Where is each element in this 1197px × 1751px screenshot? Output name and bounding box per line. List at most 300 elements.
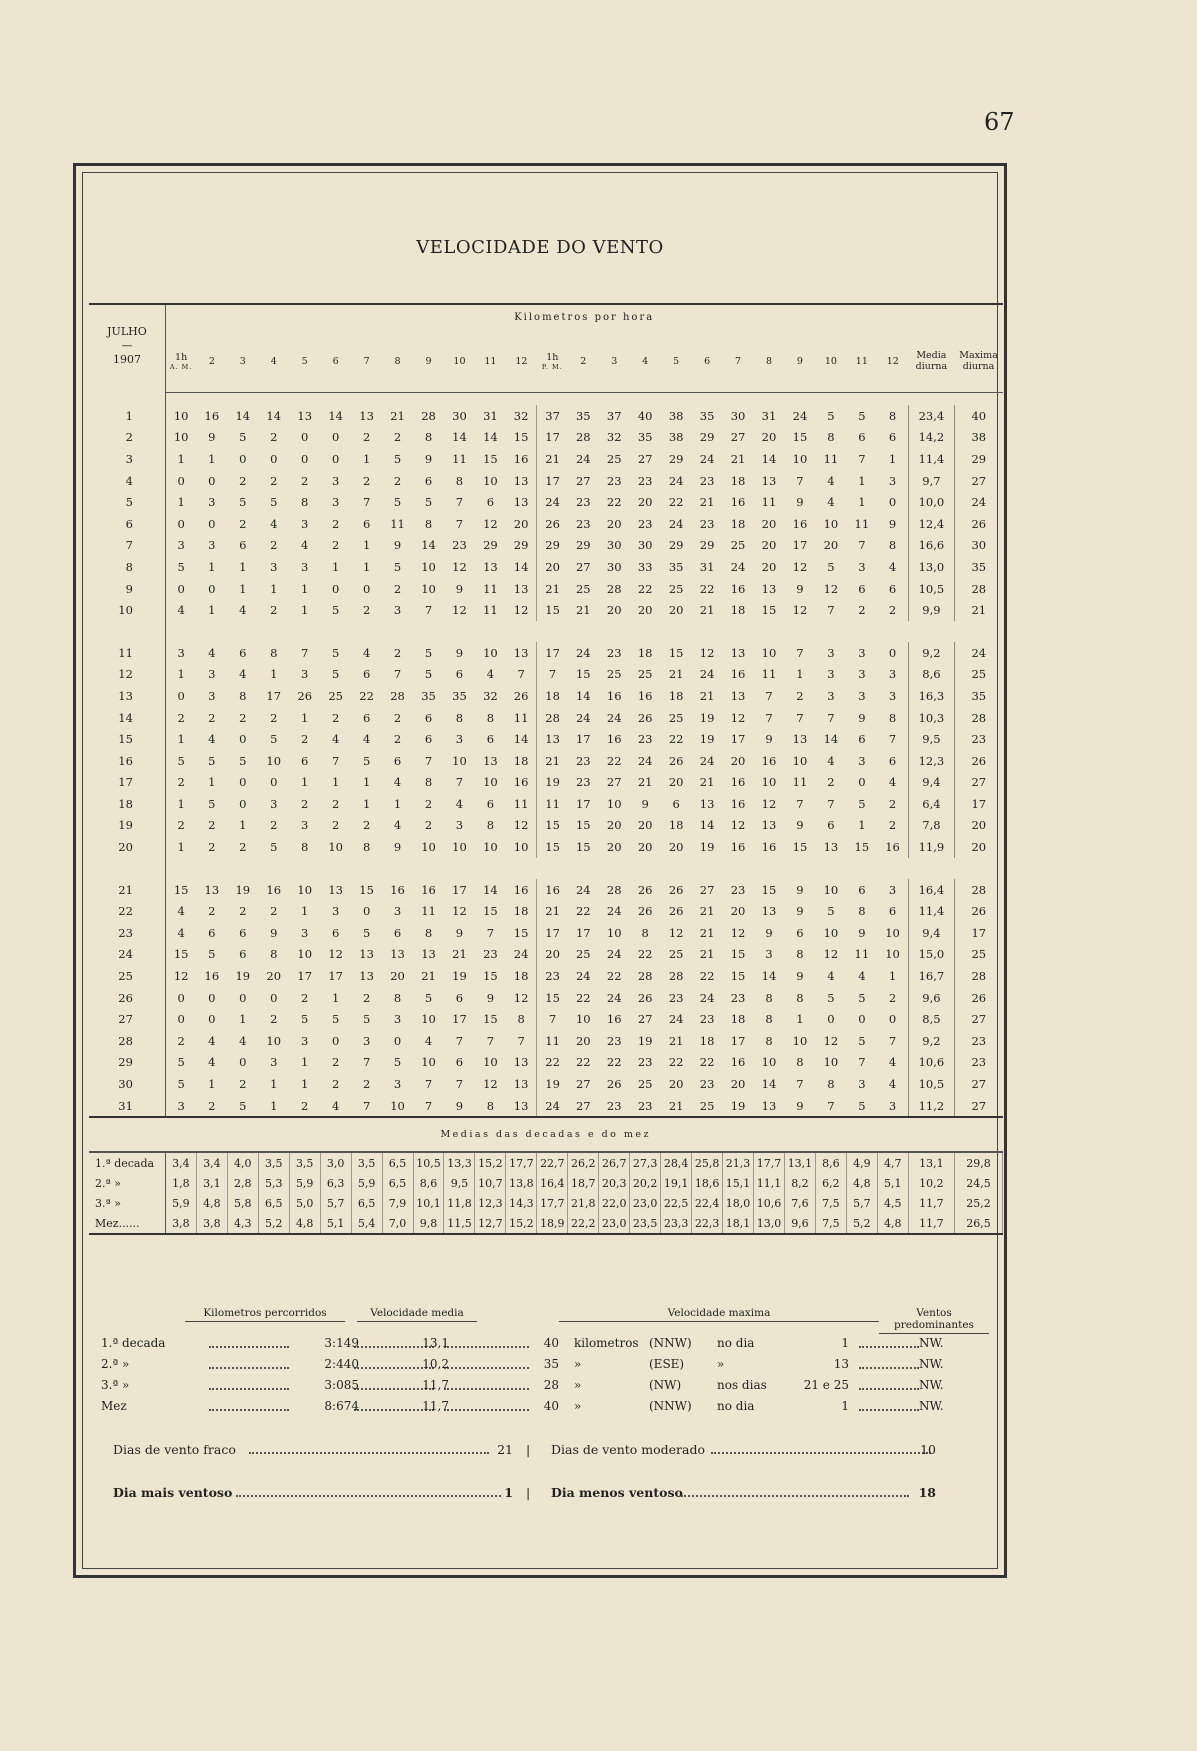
hourly-value: 5: [208, 753, 216, 768]
hourly-value: 9: [796, 904, 804, 919]
hourly-value: 13: [761, 473, 777, 488]
hourly-value: 8: [486, 818, 495, 833]
hourly-value: 23: [452, 538, 467, 553]
hourly-value: 30: [637, 538, 653, 553]
average-value: 7,0: [382, 1213, 413, 1234]
hourly-value: 4: [827, 753, 835, 768]
hourly-value: 2: [796, 688, 804, 703]
daily-mean: 15,0: [908, 944, 954, 966]
hourly-value: 10: [266, 1033, 282, 1048]
hourly-value: 6: [301, 753, 309, 768]
hourly-value: 1: [208, 1077, 216, 1092]
hour-header: 7: [351, 330, 382, 393]
hourly-value: 20: [606, 516, 622, 531]
average-value: 8,6: [413, 1173, 444, 1193]
hourly-value: 2: [424, 796, 433, 811]
hourly-value: 0: [177, 990, 185, 1005]
hourly-value: 3: [301, 818, 309, 833]
daily-mean: 12,3: [908, 750, 954, 772]
hourly-value: 11: [483, 581, 498, 596]
windiest-line: [101, 1482, 1001, 1504]
hourly-value: 2: [331, 710, 340, 725]
hourly-value: 5: [827, 408, 835, 423]
hourly-value: 24: [699, 667, 715, 682]
hourly-value: 17: [730, 1033, 746, 1048]
hourly-value: 21: [699, 495, 715, 510]
hourly-value: 15: [537, 987, 568, 1009]
hourly-value: 10: [761, 1055, 777, 1070]
hourly-value: 8: [475, 1095, 506, 1118]
average-value: 21,8: [568, 1193, 599, 1213]
daily-mean: 16,3: [908, 685, 954, 707]
hourly-value: 20: [761, 538, 777, 553]
hourly-value: 10: [606, 925, 622, 940]
hourly-value: 2: [301, 473, 309, 488]
summary-day: 1: [841, 1399, 849, 1413]
hourly-value: 4: [239, 1033, 247, 1048]
hourly-value: 7: [815, 1095, 846, 1118]
hourly-value: 0: [177, 581, 185, 596]
hourly-value: 7: [796, 710, 804, 725]
hourly-value: 25: [668, 947, 684, 962]
hourly-value: 25: [668, 581, 684, 596]
hourly-value: 8: [455, 473, 464, 488]
hourly-value: 11: [854, 516, 870, 531]
hourly-value: 11: [483, 603, 498, 618]
hourly-value: 16: [204, 408, 220, 423]
month-label: JULHO: [107, 325, 147, 338]
summary-max: 40: [543, 1336, 559, 1350]
hourly-value: 14: [761, 1077, 777, 1092]
hourly-value: 15: [792, 840, 808, 855]
hourly-value: 23: [699, 1012, 715, 1027]
daily-max: 26: [955, 900, 1003, 922]
hourly-value: 7: [858, 1055, 866, 1070]
hourly-value: 10: [885, 925, 900, 940]
hourly-value: 8: [858, 904, 866, 919]
average-value: 4,0: [227, 1152, 258, 1173]
hourly-value: 1: [270, 581, 278, 596]
hourly-value: 15: [730, 969, 746, 984]
hourly-value: 5: [858, 408, 866, 423]
hourly-value: 0: [331, 1033, 340, 1048]
hourly-value: 20: [266, 969, 282, 984]
hourly-value: 23: [606, 645, 622, 660]
hourly-value: 30: [606, 538, 622, 553]
day-number: 15: [89, 728, 165, 750]
hourly-value: 1: [331, 990, 340, 1005]
hourly-value: 15: [730, 947, 746, 962]
hourly-value: 1: [858, 495, 866, 510]
day-number: 21: [89, 879, 165, 901]
hourly-value: 25: [730, 538, 746, 553]
daily-max: 25: [955, 944, 1003, 966]
daily-mean: 11,4: [908, 900, 954, 922]
average-value: 8,6: [815, 1152, 846, 1173]
hourly-value: 20: [637, 495, 653, 510]
hourly-value: 15: [575, 818, 591, 833]
hourly-value: 5: [227, 1095, 258, 1118]
hour-header: 10: [444, 330, 475, 393]
average-value: 16,4: [537, 1173, 568, 1193]
hourly-value: 2: [177, 775, 185, 790]
hourly-value: 6: [858, 430, 866, 445]
hourly-value: 6: [393, 925, 402, 940]
summary-max: 40: [543, 1399, 559, 1413]
average-value: 18,6: [692, 1173, 723, 1193]
hourly-value: 10: [823, 516, 839, 531]
hourly-value: 17: [537, 427, 568, 449]
hourly-value: 32: [606, 430, 622, 445]
hourly-value: 6: [239, 947, 247, 962]
hourly-value: 8: [486, 710, 495, 725]
hourly-value: 10: [606, 796, 622, 811]
hourly-value: 7: [331, 753, 340, 768]
daily-mean: 9,5: [908, 728, 954, 750]
hour-header: 8: [754, 330, 785, 393]
hourly-value: 26: [637, 882, 653, 897]
hourly-value: 21: [390, 408, 405, 423]
average-value: 5,3: [258, 1173, 289, 1193]
hourly-value: 11: [537, 793, 568, 815]
hourly-value: 3: [301, 1033, 309, 1048]
hourly-value: 1: [888, 969, 897, 984]
hourly-value: 25: [606, 667, 622, 682]
hourly-value: 21: [699, 947, 715, 962]
hourly-value: 7: [455, 516, 464, 531]
calmest-label: Dia menos ventoso: [551, 1485, 683, 1500]
hourly-value: 21: [452, 947, 467, 962]
hourly-value: 2: [331, 1055, 340, 1070]
hourly-value: 1: [239, 581, 247, 596]
daily-max: 29: [955, 448, 1003, 470]
hourly-value: 10: [421, 559, 436, 574]
hourly-value: 29: [699, 430, 715, 445]
hourly-value: 1: [362, 559, 371, 574]
hourly-value: 7: [765, 688, 773, 703]
hourly-value: 21: [699, 904, 715, 919]
hourly-value: 10: [421, 1055, 436, 1070]
hourly-value: 1: [301, 1055, 309, 1070]
hourly-value: 3: [270, 1055, 278, 1070]
hourly-value: 3: [877, 1095, 908, 1118]
hourly-value: 19: [637, 1033, 653, 1048]
hourly-value: 11: [452, 451, 467, 466]
hourly-value: 10: [452, 840, 467, 855]
hourly-value: 21: [699, 688, 715, 703]
table-row: [89, 599, 1003, 621]
daily-max: 26: [955, 750, 1003, 772]
hourly-value: 16: [606, 688, 622, 703]
average-row: [89, 1193, 1003, 1213]
hourly-value: 17: [575, 925, 591, 940]
hourly-value: 35: [421, 688, 436, 703]
hourly-value: 10: [266, 753, 282, 768]
hourly-value: 14: [823, 732, 839, 747]
hourly-value: 21: [730, 451, 746, 466]
hourly-value: 1: [301, 603, 309, 618]
hourly-value: 10: [761, 645, 777, 660]
hourly-value: 6: [486, 495, 495, 510]
average-row: [89, 1173, 1003, 1193]
table-row: [89, 1052, 1003, 1074]
hourly-value: 6: [672, 796, 680, 811]
hourly-value: 24: [575, 710, 591, 725]
hourly-value: 2: [301, 732, 309, 747]
daily-mean: 8,6: [908, 664, 954, 686]
daily-max: 40: [955, 405, 1003, 427]
daily-max: 24: [955, 491, 1003, 513]
hourly-value: 6: [796, 925, 804, 940]
hourly-value: 25: [668, 710, 684, 725]
hourly-value: 4: [424, 1033, 433, 1048]
summary-dir-max: (NW): [649, 1378, 682, 1392]
hourly-value: 22: [359, 688, 374, 703]
hourly-value: 21: [537, 900, 568, 922]
hourly-value: 16: [761, 840, 777, 855]
hourly-value: 29: [575, 538, 591, 553]
hourly-value: 22: [668, 732, 684, 747]
average-value: 18,1: [723, 1213, 754, 1234]
hourly-value: 13: [204, 882, 220, 897]
hourly-value: 1: [362, 775, 371, 790]
hourly-value: 9: [208, 430, 216, 445]
daily-max: 17: [955, 793, 1003, 815]
hourly-value: 4: [858, 969, 866, 984]
hourly-value: 11: [792, 775, 808, 790]
hourly-value: 13: [513, 645, 529, 660]
summary-header-max: Velocidade maxima: [559, 1307, 879, 1322]
hourly-value: 9: [796, 969, 804, 984]
hourly-value: 6: [888, 430, 897, 445]
hourly-value: 24: [606, 947, 622, 962]
hourly-value: 10: [382, 1095, 413, 1118]
hourly-value: 3: [208, 688, 216, 703]
hour-header: 5: [289, 330, 320, 393]
table-row: [89, 944, 1003, 966]
hourly-value: 1: [858, 473, 866, 488]
hourly-value: 12: [668, 925, 684, 940]
hourly-value: 26: [297, 688, 313, 703]
hourly-value: 5: [177, 1077, 185, 1092]
average-value: 4,8: [846, 1173, 877, 1193]
daily-max: 28: [955, 707, 1003, 729]
average-value: 12,3: [475, 1193, 506, 1213]
summary-when: nos dias: [717, 1378, 767, 1392]
hourly-value: 0: [239, 1055, 247, 1070]
hourly-value: 6: [208, 925, 216, 940]
hourly-value: 6: [486, 796, 495, 811]
hourly-value: 6: [424, 710, 433, 725]
hourly-value: 28: [606, 882, 622, 897]
hourly-value: 8: [301, 840, 309, 855]
hourly-value: 20: [606, 603, 622, 618]
average-value: 22,7: [537, 1152, 568, 1173]
hourly-value: 6: [455, 667, 464, 682]
hourly-value: 7: [455, 775, 464, 790]
hourly-value: 0: [177, 688, 185, 703]
hourly-value: 1: [270, 1077, 278, 1092]
hourly-value: 23: [575, 753, 591, 768]
average-value: 3,5: [258, 1152, 289, 1173]
hourly-value: 27: [730, 430, 746, 445]
hourly-value: 4: [362, 732, 371, 747]
hourly-value: 5: [301, 1012, 309, 1027]
hourly-value: 26: [637, 990, 653, 1005]
hourly-value: 16: [204, 969, 220, 984]
average-value: 11,1: [754, 1173, 785, 1193]
hourly-value: 2: [331, 516, 340, 531]
hourly-value: 13: [506, 1095, 537, 1118]
hourly-value: 18: [513, 753, 529, 768]
day-number: 18: [89, 793, 165, 815]
hourly-value: 4: [455, 796, 464, 811]
hourly-value: 12: [761, 796, 777, 811]
hourly-value: 18: [637, 645, 653, 660]
hourly-value: 3: [858, 559, 866, 574]
hourly-value: 0: [858, 775, 866, 790]
hourly-value: 4: [270, 516, 278, 531]
hourly-value: 2: [270, 430, 278, 445]
hourly-value: 1: [796, 1012, 804, 1027]
hourly-value: 2: [270, 904, 278, 919]
table-row: [89, 513, 1003, 535]
hourly-value: 1: [301, 904, 309, 919]
hour-header: 2: [568, 330, 599, 393]
hourly-value: 9: [270, 925, 278, 940]
hourly-value: 6: [858, 882, 866, 897]
hourly-value: 9: [455, 925, 464, 940]
hourly-value: 0: [239, 990, 247, 1005]
summary-unit: »: [574, 1399, 582, 1413]
average-value: 10,7: [475, 1173, 506, 1193]
table-row: [89, 836, 1003, 858]
hourly-value: 10: [421, 840, 436, 855]
hourly-value: 20: [606, 840, 622, 855]
hourly-value: 28: [637, 969, 653, 984]
hourly-value: 7: [424, 753, 433, 768]
unit-header: Kilometros por hora: [165, 304, 1002, 330]
daily-mean: 10,5: [908, 578, 954, 600]
hourly-value: 1: [239, 559, 247, 574]
day-number: 19: [89, 815, 165, 837]
hourly-value: 6: [362, 516, 371, 531]
daily-max: 28: [955, 965, 1003, 987]
summary-label: Mez: [101, 1399, 127, 1413]
table-row: [89, 664, 1003, 686]
hourly-value: 3: [827, 688, 835, 703]
average-value: 13,0: [754, 1213, 785, 1234]
table-row: [89, 642, 1003, 664]
hourly-value: 7: [858, 538, 866, 553]
hourly-value: 5: [239, 430, 247, 445]
hour-header: 2: [196, 330, 227, 393]
summary-header-km: Kilometros percorridos: [185, 1307, 345, 1322]
hourly-value: 20: [537, 944, 568, 966]
hourly-value: 7: [517, 1033, 525, 1048]
hourly-value: 22: [637, 947, 653, 962]
hourly-value: 5: [331, 645, 340, 660]
hourly-value: 1: [858, 818, 866, 833]
hourly-value: 16: [606, 1012, 622, 1027]
hourly-value: 9: [888, 516, 897, 531]
hourly-value: 13: [390, 947, 405, 962]
hourly-value: 28: [606, 581, 622, 596]
hourly-value: 4: [208, 732, 216, 747]
hourly-value: 27: [575, 473, 591, 488]
average-value: 1,8: [165, 1173, 196, 1193]
average-max: 24,5: [955, 1173, 1003, 1193]
average-value: 5,0: [289, 1193, 320, 1213]
hourly-value: 2: [888, 818, 897, 833]
day-number: 3: [89, 448, 165, 470]
average-label: Mez......: [89, 1213, 165, 1234]
hourly-value: 7: [362, 495, 371, 510]
hourly-value: 17: [452, 882, 467, 897]
hourly-value: 12: [730, 925, 746, 940]
hourly-value: 12: [513, 990, 529, 1005]
hourly-value: 3: [301, 516, 309, 531]
hourly-value: 23: [668, 990, 684, 1005]
hourly-value: 16: [730, 1055, 746, 1070]
hourly-value: 11: [854, 947, 870, 962]
hourly-value: 16: [730, 667, 746, 682]
hourly-value: 4: [331, 732, 340, 747]
summary-when: »: [717, 1357, 725, 1371]
hourly-value: 8: [888, 538, 897, 553]
average-label: 3.ª »: [89, 1193, 165, 1213]
table-row: [89, 556, 1003, 578]
table-row: [89, 772, 1003, 794]
hourly-value: 35: [668, 559, 684, 574]
daily-max: 21: [955, 599, 1003, 621]
hourly-value: 12: [452, 559, 467, 574]
hourly-value: 9: [796, 818, 804, 833]
hourly-value: 10: [483, 473, 498, 488]
average-value: 25,8: [692, 1152, 723, 1173]
hourly-value: 5: [177, 753, 185, 768]
hourly-value: 7: [796, 796, 804, 811]
hourly-value: 29: [537, 535, 568, 557]
hourly-value: 6: [455, 1055, 464, 1070]
hourly-value: 12: [730, 818, 746, 833]
hourly-value: 4: [301, 538, 309, 553]
hourly-value: 7: [827, 603, 835, 618]
hourly-value: 16: [792, 516, 808, 531]
hourly-value: 6: [455, 990, 464, 1005]
hourly-value: 22: [606, 1055, 622, 1070]
hourly-value: 26: [513, 688, 529, 703]
daily-mean: 11,4: [908, 448, 954, 470]
hourly-value: 8: [796, 990, 804, 1005]
average-value: 28,4: [661, 1152, 692, 1173]
hourly-value: 14: [699, 818, 715, 833]
hourly-value: 3: [208, 667, 216, 682]
hourly-value: 24: [575, 451, 591, 466]
hourly-value: 26: [668, 753, 684, 768]
hourly-value: 6: [888, 904, 897, 919]
hourly-value: 7: [455, 1033, 464, 1048]
hourly-value: 18: [730, 516, 746, 531]
average-value: 7,5: [815, 1193, 846, 1213]
hourly-value: 25: [328, 688, 343, 703]
hourly-value: 15: [359, 882, 374, 897]
average-mean: 11,7: [908, 1213, 954, 1234]
average-value: 11,8: [444, 1193, 475, 1213]
hourly-value: 0: [208, 990, 216, 1005]
daily-max: 27: [955, 1008, 1003, 1030]
hourly-value: 22: [699, 969, 715, 984]
